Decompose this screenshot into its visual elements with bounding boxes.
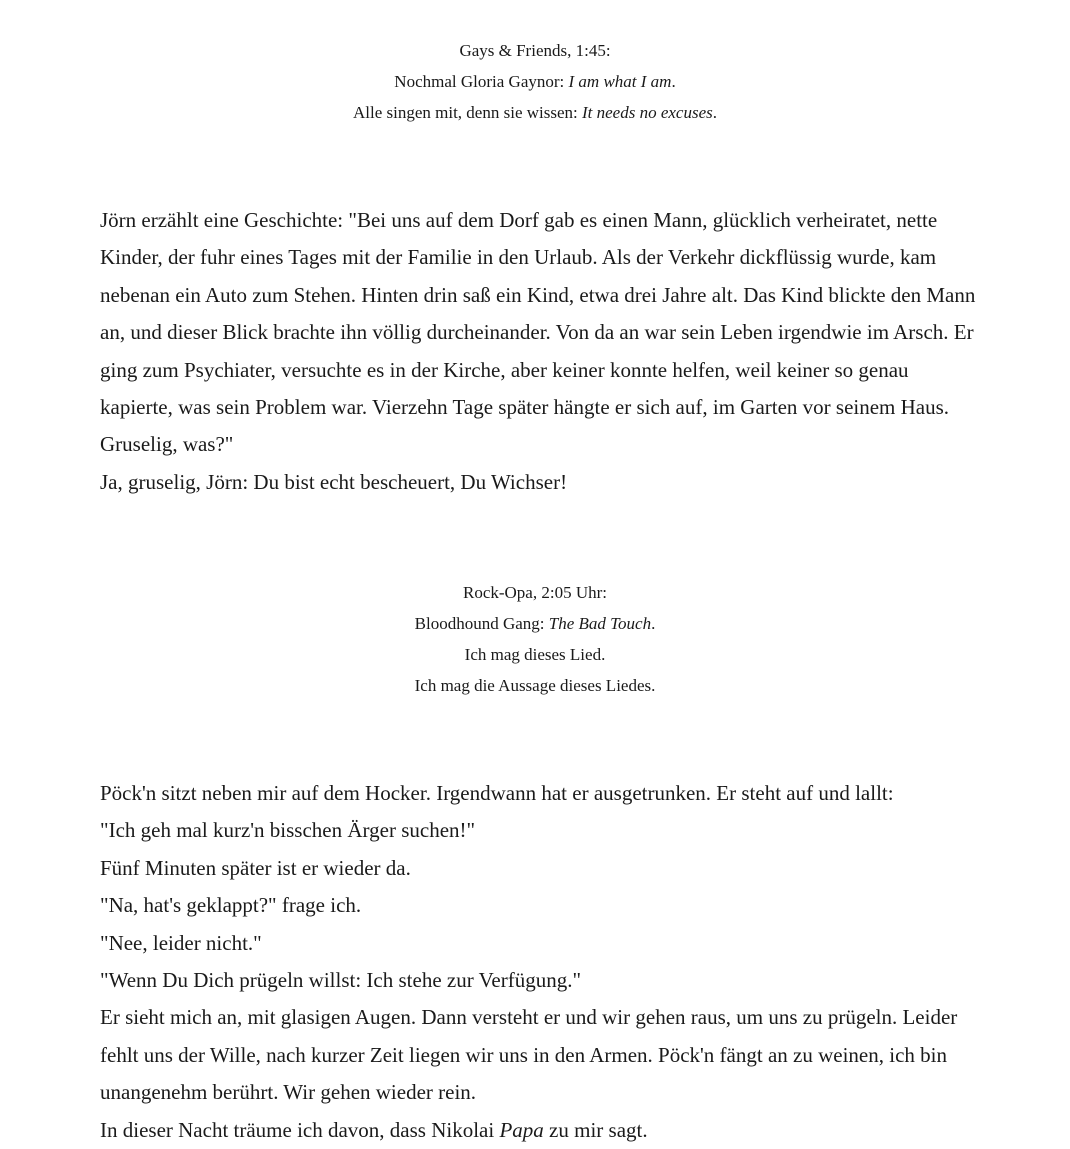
section-heading: Rock-Opa, 2:05 Uhr:	[462, 583, 607, 602]
lyric-line: Alle singen mit, denn sie wissen: It needs no excuses.	[352, 103, 718, 122]
section-rock-opa	[0, 577, 1070, 701]
story-closing-line: In dieser Nacht träume ich davon, dass Nikolai Papa zu mir sagt.	[100, 1117, 648, 1142]
dialogue-line: "Wenn Du Dich prügeln willst: Ich stehe zur Verfügung."	[100, 968, 582, 993]
section-gays-and-friends	[0, 35, 1070, 128]
story-poeckn	[100, 775, 980, 1149]
song-title: I am what I am	[568, 72, 672, 91]
comment-line: Ich mag dieses Lied.	[464, 645, 606, 664]
song-title: The Bad Touch	[548, 614, 652, 633]
story-paragraph: Jörn erzählt eine Geschichte: "Bei uns auf dem Dorf gab es einen Mann, glücklich verheiratet, nette Kinder, der fuhr eines Tages mit der Familie in den Urlaub. Als der Verkehr dickflüssig wurde, kam nebenan ein Auto zum Stehen. Hinten drin saß ein Kind, etwa drei Jahre alt. Das Kind blickte den Mann an, und dieser Blick brachte ihn völlig durcheinander. Von da an war sein Leben irgendwie im Arsch. Er ging zum Psychiater, versuchte es in der Kirche, aber keiner konnte helfen, weil keiner so genau kapierte, was sein Problem war. Vierzehn Tage später hängte er sich auf, im Garten vor seinem Haus. Gruselig, was?"	[100, 208, 976, 457]
story-line: Fünf Minuten später ist er wieder da.	[100, 855, 411, 880]
song-line: Bloodhound Gang: The Bad Touch.	[414, 614, 656, 633]
dialogue-line: "Na, hat's geklappt?" frage ich.	[100, 893, 362, 918]
emphasized-word: Papa	[499, 1117, 544, 1142]
song-line: Nochmal Gloria Gaynor: I am what I am.	[394, 72, 676, 91]
story-reply: Ja, gruselig, Jörn: Du bist echt bescheuert, Du Wichser!	[100, 469, 568, 494]
lyric-quote: It needs no excuses	[582, 103, 713, 122]
comment-line: Ich mag die Aussage dieses Liedes.	[414, 676, 656, 695]
story-line: Pöck'n sitzt neben mir auf dem Hocker. Irgendwann hat er ausgetrunken. Er steht auf und lallt:	[100, 781, 894, 805]
story-line: Er sieht mich an, mit glasigen Augen. Dann versteht er und wir gehen raus, um uns zu prügeln. Leider fehlt uns der Wille, nach kurzer Zeit liegen wir uns in den Armen. Pöck'n fängt an zu weinen, ich bin unangenehm berührt. Wir gehen wieder rein.	[100, 1005, 958, 1105]
story-joern	[100, 202, 980, 501]
section-heading: Gays & Friends, 1:45:	[459, 41, 611, 60]
dialogue-line: "Ich geh mal kurz'n bisschen Ärger suchen!"	[100, 818, 476, 843]
dialogue-line: "Nee, leider nicht."	[100, 930, 262, 955]
